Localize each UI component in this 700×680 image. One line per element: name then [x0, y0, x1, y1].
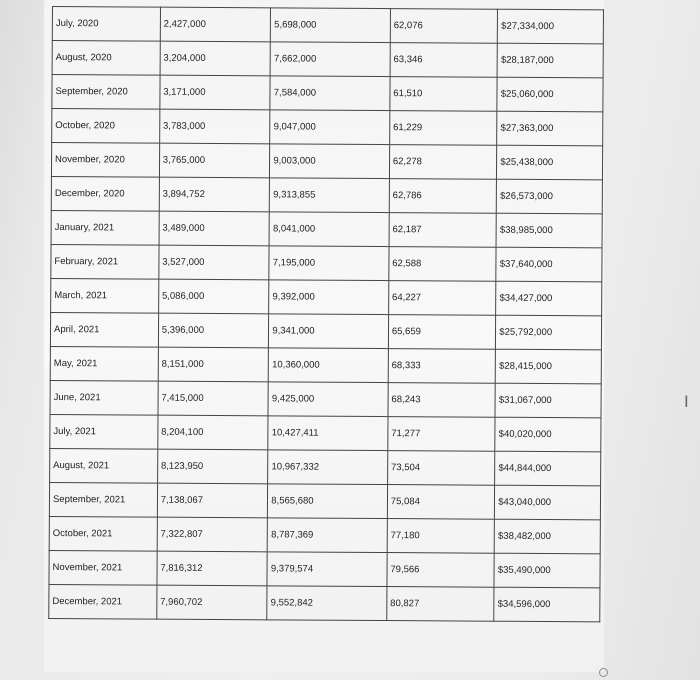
table-row	[52, 109, 603, 146]
table-row	[50, 380, 601, 417]
cell-value-a: 7,960,702	[157, 585, 268, 620]
cell-value-b: 9,425,000	[268, 382, 388, 417]
table-row	[51, 176, 602, 213]
table-row	[49, 584, 600, 621]
cell-value-b: 9,392,000	[269, 280, 389, 315]
cell-value-a: 7,415,000	[158, 381, 269, 416]
cell-amount: $25,060,000	[497, 77, 603, 112]
cell-value-c: 65,659	[388, 315, 496, 350]
cell-value-c: 62,187	[389, 213, 497, 248]
cell-amount: $28,187,000	[497, 43, 603, 78]
cell-amount: $44,844,000	[495, 451, 601, 486]
cell-amount: $26,573,000	[497, 179, 603, 214]
cell-value-b: 9,047,000	[270, 110, 390, 145]
cell-amount: $34,427,000	[496, 281, 602, 316]
cell-value-a: 3,783,000	[159, 109, 270, 144]
cell-month: January, 2021	[51, 210, 159, 245]
cell-value-a: 8,123,950	[157, 449, 268, 484]
cell-value-c: 79,566	[387, 553, 495, 588]
cell-month: December, 2021	[49, 584, 157, 619]
cell-amount: $31,067,000	[495, 383, 601, 418]
cell-value-a: 5,086,000	[158, 279, 269, 314]
cell-month: September, 2021	[49, 482, 157, 517]
cell-value-c: 77,180	[387, 519, 495, 554]
cell-value-c: 61,510	[390, 77, 498, 112]
cell-month: December, 2020	[51, 176, 159, 211]
cell-value-a: 8,151,000	[158, 347, 269, 382]
cell-value-b: 8,565,680	[268, 484, 388, 519]
cell-value-b: 8,787,369	[267, 518, 387, 553]
data-table	[48, 6, 604, 622]
cell-value-b: 10,427,411	[268, 416, 388, 451]
text-cursor-icon: I	[684, 392, 689, 411]
cell-value-c: 68,243	[388, 383, 496, 418]
cell-amount: $25,438,000	[497, 145, 603, 180]
cell-value-c: 73,504	[387, 451, 495, 486]
cell-value-b: 10,360,000	[269, 348, 389, 383]
cell-amount: $28,415,000	[496, 349, 602, 384]
cell-value-a: 3,765,000	[159, 143, 270, 178]
cell-month: June, 2021	[50, 380, 158, 415]
cell-amount: $34,596,000	[494, 587, 600, 622]
cell-value-c: 62,786	[389, 179, 497, 214]
cell-amount: $27,334,000	[498, 9, 604, 44]
table-row	[52, 41, 603, 78]
cell-value-b: 8,041,000	[269, 212, 389, 247]
cell-value-c: 75,084	[387, 485, 495, 520]
table-row	[50, 414, 601, 451]
cell-amount: $27,363,000	[497, 111, 603, 146]
table-row	[52, 75, 603, 112]
table-row	[50, 346, 601, 383]
cell-value-b: 10,967,332	[268, 450, 388, 485]
cell-amount: $40,020,000	[495, 417, 601, 452]
cell-month: November, 2020	[51, 143, 159, 178]
cell-value-a: 2,427,000	[160, 7, 271, 42]
cell-value-c: 68,333	[388, 349, 496, 384]
cell-month: February, 2021	[51, 244, 159, 279]
table-row	[49, 550, 600, 587]
cell-value-b: 9,313,855	[270, 178, 390, 213]
cell-amount: $43,040,000	[495, 485, 601, 520]
cell-value-a: 3,204,000	[160, 41, 271, 76]
cell-value-c: 64,227	[388, 281, 496, 316]
cell-month: March, 2021	[51, 278, 159, 313]
cell-value-c: 63,346	[390, 43, 498, 78]
table-row	[51, 210, 602, 247]
cell-month: August, 2020	[52, 41, 160, 76]
table-row	[50, 312, 601, 349]
cell-value-c: 71,277	[388, 417, 496, 452]
cell-amount: $38,985,000	[496, 213, 602, 248]
document-page	[44, 0, 604, 672]
cell-value-a: 3,171,000	[160, 75, 271, 110]
cell-month: May, 2021	[50, 346, 158, 381]
cell-month: April, 2021	[50, 312, 158, 347]
cell-value-b: 9,341,000	[269, 314, 389, 349]
cell-month: August, 2021	[50, 448, 158, 483]
table-body	[49, 7, 604, 622]
table-row	[50, 448, 601, 485]
cell-month: September, 2020	[52, 75, 160, 110]
cell-value-b: 5,698,000	[271, 8, 391, 43]
cell-month: July, 2020	[52, 7, 160, 42]
cell-value-c: 62,588	[389, 247, 497, 282]
cell-amount: $35,490,000	[494, 553, 600, 588]
table-row	[51, 143, 602, 180]
cell-amount: $38,482,000	[494, 519, 600, 554]
cell-month: November, 2021	[49, 550, 157, 585]
table-row	[49, 482, 600, 519]
cell-value-a: 3,489,000	[159, 211, 270, 246]
cell-amount: $25,792,000	[496, 315, 602, 350]
cell-month: July, 2021	[50, 414, 158, 449]
cell-value-a: 7,816,312	[157, 551, 268, 586]
table-row	[51, 278, 602, 315]
cell-value-a: 3,527,000	[159, 245, 270, 280]
cell-value-c: 80,827	[387, 587, 495, 622]
cell-value-b: 7,195,000	[269, 246, 389, 281]
cell-amount: $37,640,000	[496, 247, 602, 282]
cell-month: October, 2021	[49, 516, 157, 551]
cell-value-b: 9,552,842	[267, 586, 387, 621]
cell-value-b: 7,584,000	[270, 76, 390, 111]
cell-value-b: 7,662,000	[270, 42, 390, 77]
cell-value-c: 62,076	[390, 9, 498, 44]
cell-value-a: 7,138,067	[157, 483, 268, 518]
cell-month: October, 2020	[52, 109, 160, 144]
table-row	[51, 244, 602, 281]
cell-value-b: 9,379,574	[267, 552, 387, 587]
table-row	[52, 7, 603, 44]
cell-value-a: 3,894,752	[159, 177, 270, 212]
cell-value-c: 62,278	[389, 145, 497, 180]
cell-value-a: 5,396,000	[158, 313, 269, 348]
table-row	[49, 516, 600, 553]
cell-value-c: 61,229	[389, 111, 497, 146]
cell-value-b: 9,003,000	[270, 144, 390, 179]
cell-value-a: 8,204,100	[158, 415, 269, 450]
cell-value-a: 7,322,807	[157, 517, 268, 552]
circle-mark-icon	[599, 668, 608, 677]
